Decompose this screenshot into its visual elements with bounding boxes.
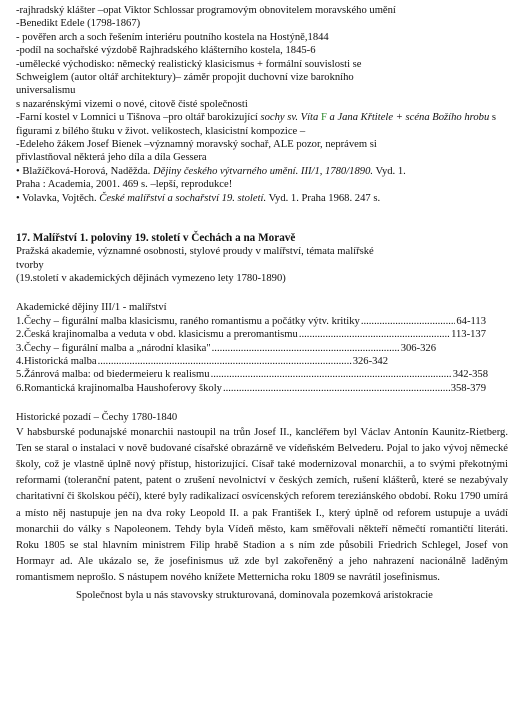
top-notes (16, 4, 510, 205)
historical-paragraph: V habsburské podunajské monarchii nastoupil na trůn Josef II., kancléřem byl Václav Antonín Kaunitz-Rietberg. Ten se staral o instalaci v nově budované císařské obrazárně ve vídeňském Belvederu. Pojal to jako vývoj německé školy, což je vlastně úplně nový přístup, historizující. Císař také modernizoval monarchii, a to svými překotnými reformami (toleranční patent, patent o zrušení nevolnictví v českých zemích, rušení klášterů, které se nezabývaly charitativní či školskou péčí), které byly radikalizací osvícenských reforem tereziánského období. Roku 1790 umírá a místo něj nastupuje jen na dva roky Leopold II. a pak František I., který úplně od reforem ustupuje a uvádí monarchii do války s Napoleonem. Tehdy byla Vídeň město, kam směřovali někteří němečtí romantičtí literáti. Roku 1805 se stal hlavním ministrem Filip hrabě Stadion a s ním zde působili Friedrich Schlegel, Josef von Hormayr ad. Ale ukázalo se, že josefinismus už zde byl zakořeněný a jeho nahrazení nacionálně laděným romantismem neprošlo. S nástupem nového knížete Metternicha roku 1809 se navrátil josefinismus. (16, 426, 508, 584)
bibliography-entry (16, 192, 510, 205)
toc-heading: Akademické dějiny III/1 - malířství (16, 302, 167, 314)
note-line: Schweiglem (autor oltář architektury)– záměr propojit duchovní vize barokního (16, 72, 354, 84)
note-line: universalismu (16, 85, 76, 97)
section-note: (19.století v akademických dějinách vymezeno lety 1780-1890) (16, 272, 286, 284)
section-title: 17. Malířství 1. poloviny 19. století v Čechách a na Moravě (16, 232, 296, 245)
bib-edition: Vyd. 1. (373, 165, 406, 177)
bib-title: České malířství a sochařství 19. století. (99, 192, 267, 204)
toc-pages: 342-358 (452, 369, 488, 381)
toc-pages: 326-342 (352, 355, 388, 367)
bib-edition: Vyd. 1. Praha 1968. 247 s. (266, 192, 381, 204)
note-line: -Edeleho žákem Josef Bienek –významný moravský sochař, ALE pozor, neprávem si (16, 139, 377, 151)
toc-item (16, 315, 486, 328)
section-17 (16, 231, 510, 285)
toc (16, 301, 486, 395)
farni-text: -Farní kostel v Lomnici u Tišnova –pro oltář barokizující (16, 112, 261, 124)
toc-item (16, 342, 436, 355)
note-line: s nazarénskými vizemi o nové, citově čisté společnosti (16, 98, 248, 110)
toc-label: 3.Čechy – figurální malba a „národní klasika" (16, 342, 211, 354)
note-line: -Benedikt Edele (1798-1867) (16, 18, 141, 30)
toc-item (16, 382, 486, 395)
bibliography-entry-cont: Praha : Academia, 2001. 469 s. –lepší, reprodukce! (16, 179, 233, 191)
toc-pages: 64-113 (456, 315, 486, 327)
farni-sculptures-2: a Jana Křtitele + (326, 112, 406, 124)
historical-background (16, 411, 508, 602)
historical-last-line: Společnost byla u nás stavovsky strukturovaná, dominovala pozemková aristokracie (76, 589, 433, 601)
note-line: přivlastňoval některá jeho díla a díla Gessera (16, 152, 207, 164)
toc-label: 4.Historická malba (16, 355, 97, 367)
note-line: -umělecké východisko: německý realistický klasicismus + formální souvislosti se (16, 58, 362, 70)
section-subtitle-cont: tvorby (16, 259, 44, 271)
toc-pages: 306-326 (400, 342, 436, 354)
toc-item (16, 368, 488, 381)
bibliography-entry (16, 165, 510, 178)
subtitle-text: Pražská akademie, významné osobnosti, stylové proudy v malířství, témata malířské (16, 246, 374, 258)
farni-marker: F (320, 112, 327, 124)
toc-dots (212, 342, 400, 355)
note-line: - pověřen arch a soch řešením interiéru poutního kostela na Hostýně,1844 (16, 31, 329, 43)
bib-author: • Blažíčková-Horová, Naděžda. (16, 165, 153, 177)
toc-label: 5.Žánrová malba: od biedermeieru k realismu (16, 369, 210, 381)
toc-dots (211, 368, 452, 381)
toc-dots (299, 328, 450, 341)
toc-item (16, 355, 388, 368)
bib-author: • Volavka, Vojtěch. (16, 192, 100, 204)
farni-kostel-note (16, 111, 510, 138)
toc-label: 1.Čechy – figurální malba klasicismu, raného romantismu a počátky výtv. kritiky (16, 315, 360, 327)
section-subtitle (16, 245, 510, 258)
note-line: -rajhradský klášter –opat Viktor Schlossar programovým obnovitelem moravského umění (16, 5, 396, 16)
toc-label: 6.Romantická krajinomalba Haushoferovy školy (16, 382, 222, 394)
toc-label: 2.Česká krajinomalba a veduta v obd. klasicismu a preromantismu (16, 329, 298, 341)
toc-dots (223, 382, 450, 395)
toc-dots (361, 315, 456, 328)
toc-pages: 113-137 (451, 329, 486, 341)
farni-sculptures: sochy sv. Víta (260, 112, 321, 124)
historical-heading: Historické pozadí – Čechy 1780-1840 (16, 412, 178, 424)
toc-dots (98, 355, 352, 368)
farni-text-2: s figurami z bílého štuku v život. velikostech, klasicistní kompozice – (16, 112, 497, 137)
farni-scene: scéna Božího hrobu (405, 112, 490, 124)
toc-item (16, 328, 486, 341)
bib-title: Dějiny českého výtvarného umění. III/1, 1780/1890. (152, 165, 374, 177)
note-line: -podíl na sochařské výzdobě Rajhradského klášterního kostela, 1845-6 (16, 45, 316, 57)
toc-pages: 358-379 (450, 382, 486, 394)
